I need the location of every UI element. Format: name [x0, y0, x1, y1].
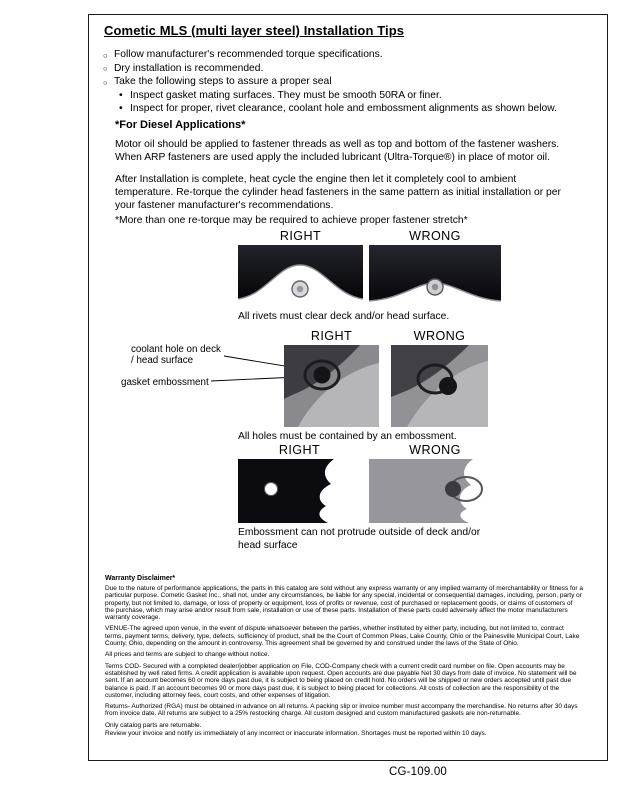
diagram-hole-right-image: [284, 345, 379, 427]
doc-title: Cometic MLS (multi layer steel) Installation Tips: [104, 23, 405, 38]
sub-tip-item: • Inspect for proper, rivet clearance, coolant hole and embossment alignments as shown below.: [119, 102, 595, 116]
diagram-row3-caption: Embossment can not protrude outside of deck and/or head surface: [238, 527, 481, 551]
diagram-row2-wrong-label: WRONG: [413, 329, 466, 343]
diagram-rivet-right-image: [238, 245, 363, 307]
diagram-embossment-wrong-image: [369, 459, 501, 523]
disclaimer-paragraph: VENUE-The agreed upon venue, in the event of dispute whatsoever between the parties, whether instituted by either party, including, but not limited to, contract terms, payment terms, delivery, type, defects, sufficiency of product, shall be the Court of Common Pleas, Lake County, Ohio or the Painesville Municipal Court, Lake County, Ohio, depending on the amount in controversy. This agreement shall be governed by and construed under the laws of the State of Ohio.: [105, 625, 580, 648]
diagram-row2-caption: All holes must be contained by an embossment.: [238, 431, 457, 442]
disclaimer-paragraph: All prices and terms are subject to change without notice.: [105, 651, 270, 659]
callout-gasket-embossment: gasket embossment: [121, 377, 209, 388]
page-code: CG-109.00: [388, 766, 448, 778]
disclaimer-paragraph: Only catalog parts are returnable.: [105, 721, 202, 729]
warranty-disclaimer: [105, 575, 583, 741]
disclaimer-paragraph: Terms COD- Secured with a completed dealer/jobber application on File, COD-Company check with a current credit card number on file. Open accounts may be established by well rated firms. A credit application is available upon request. Open accounts are due payable Net 30 days from date of invoice. No statement will be sent. If an account becomes 60 or more days past due, it is subject to being placed on credit hold. No orders will be shipped or new orders accepted until past due balance is paid. If an account becomes 90 or more days past due, it is subject to being placed for collections. All costs of collection are the responsibility of the customer, including attorney fees, court costs, and other expenses of litigation.: [105, 662, 577, 699]
diagram-row1-right-label: RIGHT: [279, 229, 322, 243]
tip-item: ○ Follow manufacturer's recommended torque specifications.: [103, 48, 595, 62]
tip-item: ○ Dry installation is recommended.: [103, 62, 595, 76]
disclaimer-paragraph: Review your invoice and notify us immediately of any incorrect or inaccurate information. Shortages must be reported within 10 days.: [105, 730, 487, 738]
tips-list: [103, 48, 595, 116]
disclaimer-paragraph: Due to the nature of performance applications, the parts in this catalog are sold without any express warranty or any implied warranty of merchantability or fitness for a particular purpose. Cometic Gasket Inc., shall not, under any circumstances, be liable for any special, incidental or consequential damages, including, person, party or property, but not limited to, damage, or loss of property or equipment, loss of profits or revenue, cost of purchased or replacement goods, or claims of customers of the purchase, which may arise and/or result from sale, installation or use of these parts. Installation of these parts could adversely affect the motor manufacturers warranty coverage.: [105, 585, 583, 622]
disclaimer-paragraph: Returns- Authorized (RGA) must be obtained in advance on all returns. A packing slip or invoice number must accompany the merchandise. No returns after 30 days from invoice date. All returns are subject to a 25% restocking charge. All custom designed and custom manufactured gaskets are non-returnable.: [105, 703, 578, 718]
diagram-row2-right-label: RIGHT: [310, 329, 353, 343]
callout-coolant-hole: coolant hole on deck / head surface: [131, 344, 221, 366]
diesel-paragraph-1: Motor oil should be applied to fastener threads as well as top and bottom of the fastener washers. When ARP fasteners are used apply the included lubricant (Ultra-Torque®) in place of motor oil.: [115, 139, 560, 164]
retorque-note: *More than one re-torque may be required to achieve proper fastener stretch*: [115, 215, 468, 226]
diagram-row3-wrong-label: WRONG: [409, 443, 461, 457]
diagram-row1-wrong-label: WRONG: [409, 229, 461, 243]
sub-tip-item: • Inspect gasket mating surfaces. They must be smooth 50RA or finer.: [119, 89, 595, 103]
content-frame: [88, 14, 608, 761]
diesel-paragraph-2: After Installation is complete, heat cycle the engine then let it completely cool to ambient temperature. Re-torque the cylinder head fasteners in the same pattern as initial installation or per your fastener manufacturer's recommendations.: [115, 174, 561, 212]
diagram-rivet-wrong-image: [369, 245, 501, 307]
disclaimer-heading: Warranty Disclaimer*: [105, 575, 176, 582]
tip-item: ○ Take the following steps to assure a proper seal: [103, 75, 595, 89]
diagram-row1-caption: All rivets must clear deck and/or head surface.: [238, 311, 450, 322]
diesel-applications-heading: *For Diesel Applications*: [115, 119, 246, 131]
diagram-hole-wrong-image: [391, 345, 488, 427]
sub-tips-list: [119, 89, 595, 116]
diagram-row3-right-label: RIGHT: [278, 443, 321, 457]
diagram-embossment-right-image: [238, 459, 361, 523]
